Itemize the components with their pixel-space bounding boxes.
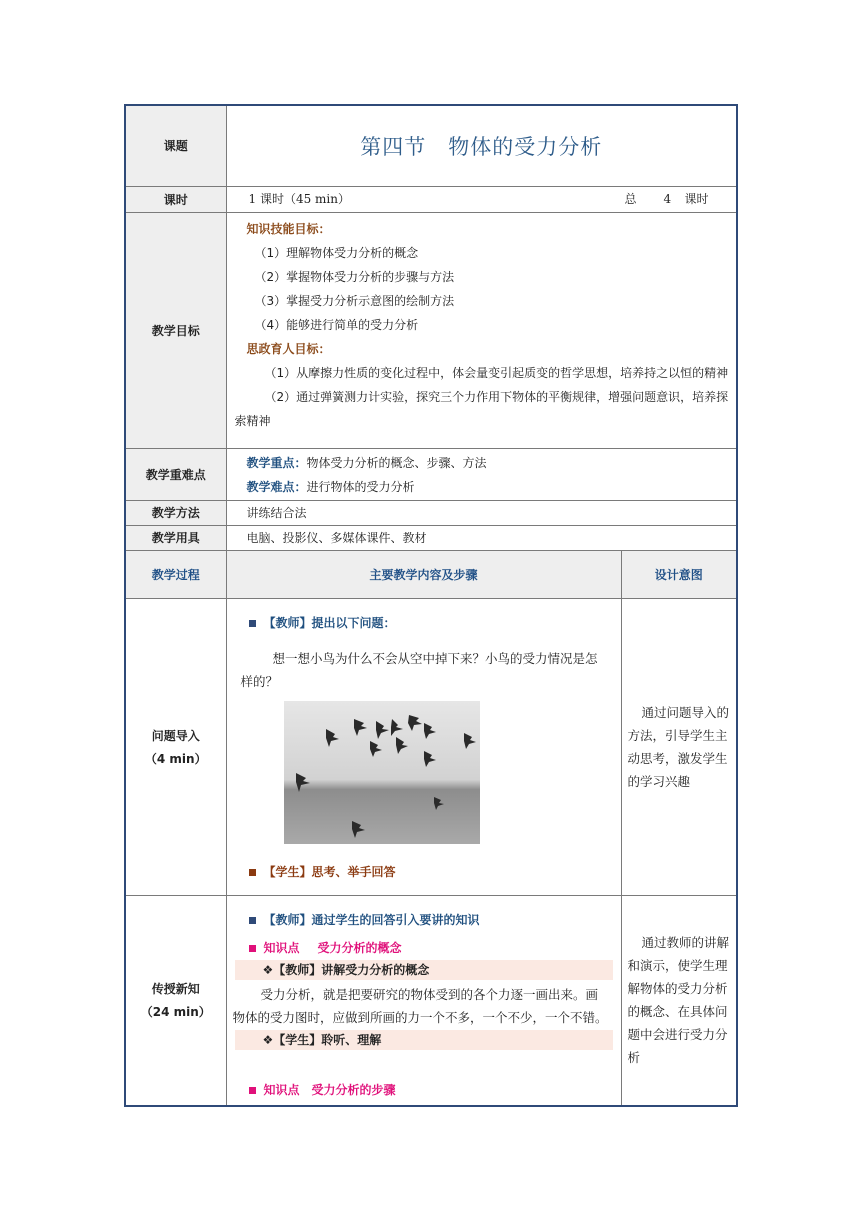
intro-teacher: 【教师】提出以下问题：: [227, 599, 621, 633]
concept-line1: 受力分析，就是把要研究的物体受到的各个力逐一画出来。画: [260, 986, 599, 1002]
teach-label: 传授新知: [151, 982, 200, 997]
teach-label-cell: [125, 895, 226, 1106]
difficulty-label: 教学难点：: [246, 479, 307, 494]
process-header-col2: 主要教学内容及步骤: [226, 550, 621, 598]
intro-content: [226, 598, 621, 895]
title-label: 课题: [125, 105, 226, 186]
skill-heading: 知识技能目标：: [246, 221, 331, 236]
knowledge-point-1: 知识点 受力分析的概念: [227, 930, 621, 958]
ideology-heading: 思政育人目标：: [246, 341, 331, 356]
skill-item: （3）掌握受力分析示意图的绘制方法: [254, 293, 455, 308]
objectives-cell: [226, 212, 737, 448]
student-listen-bar: ❖【学生】聆听、理解: [235, 1030, 613, 1050]
key-text: 物体受力分析的概念、步骤、方法: [306, 455, 487, 470]
bird-flock-icon: [284, 701, 480, 844]
square-bullet-icon: [249, 945, 256, 952]
difficulty-text: 进行物体的受力分析: [306, 479, 415, 494]
lesson-title: 第四节 物体的受力分析: [360, 134, 603, 159]
process-header-col1: 教学过程: [125, 550, 226, 598]
square-bullet-icon: [249, 917, 256, 924]
ideology-item: （2）通过弹簧测力计实验，探究三个力作用下物体的平衡规律，增强问题意识，培养探索精神: [234, 389, 729, 428]
tools-value: 电脑、投影仪、多媒体课件、教材: [226, 525, 737, 550]
intro-label-cell: [125, 598, 226, 895]
skill-item: （2）掌握物体受力分析的步骤与方法: [254, 269, 455, 284]
tools-label: 教学用具: [125, 525, 226, 550]
key-label: 教学重点：: [246, 455, 307, 470]
objectives-label: 教学目标: [125, 212, 226, 448]
method-value: 讲练结合法: [226, 500, 737, 525]
teach-intent-cell: [621, 895, 737, 1106]
teach-intent: 通过教师的讲解和演示，使学生理解物体的受力分析的概念、在具体问题中会进行受力分析: [627, 935, 730, 1066]
square-bullet-icon: [249, 1087, 256, 1094]
birds-photo: [284, 701, 480, 844]
teach-teacher: 【教师】通过学生的回答引入要讲的知识: [227, 896, 621, 930]
method-label: 教学方法: [125, 500, 226, 525]
total-unit: 课时: [684, 192, 709, 206]
ideology-item: （1）从摩擦力性质的变化过程中，体会量变引起质变的哲学思想，培养持之以恒的精神: [264, 365, 729, 380]
teach-time: （24 min）: [140, 1005, 211, 1020]
intro-question-line1: 想一想小鸟为什么不会从空中掉下来？小鸟的受力情况是怎: [272, 650, 598, 666]
skill-item: （4）能够进行简单的受力分析: [254, 317, 419, 332]
concept-line2: 物体的受力图时，应做到所画的力一个不多，一个不少，一个不错。: [232, 1009, 608, 1025]
intro-question-line2: 样的？: [240, 673, 279, 689]
period-value: 1 课时（45 min）: [248, 192, 350, 206]
teacher-explain-bar: ❖【教师】讲解受力分析的概念: [235, 960, 613, 980]
intro-label: 问题导入: [151, 728, 200, 743]
total-label: 总: [624, 192, 637, 206]
total-num: 4: [663, 192, 672, 206]
intro-intent-cell: [621, 598, 737, 895]
period-cell: [226, 186, 737, 212]
keypoints-label: 教学重难点: [125, 448, 226, 500]
intro-time: （4 min）: [144, 751, 207, 766]
period-label: 课时: [125, 186, 226, 212]
square-bullet-icon: [249, 869, 256, 876]
process-header-col3: 设计意图: [621, 550, 737, 598]
square-bullet-icon: [249, 620, 256, 627]
title-cell: [226, 105, 737, 186]
keypoints-cell: [226, 448, 737, 500]
skill-item: （1）理解物体受力分析的概念: [254, 245, 419, 260]
intro-student: 【学生】思考、举手回答: [227, 844, 621, 882]
teach-content: [226, 895, 621, 1106]
lesson-plan-table: [124, 104, 738, 1107]
knowledge-point-2: 知识点 受力分析的步骤: [227, 1050, 621, 1100]
intro-intent: 通过问题导入的方法，引导学生主动思考，激发学生的学习兴趣: [627, 704, 730, 789]
